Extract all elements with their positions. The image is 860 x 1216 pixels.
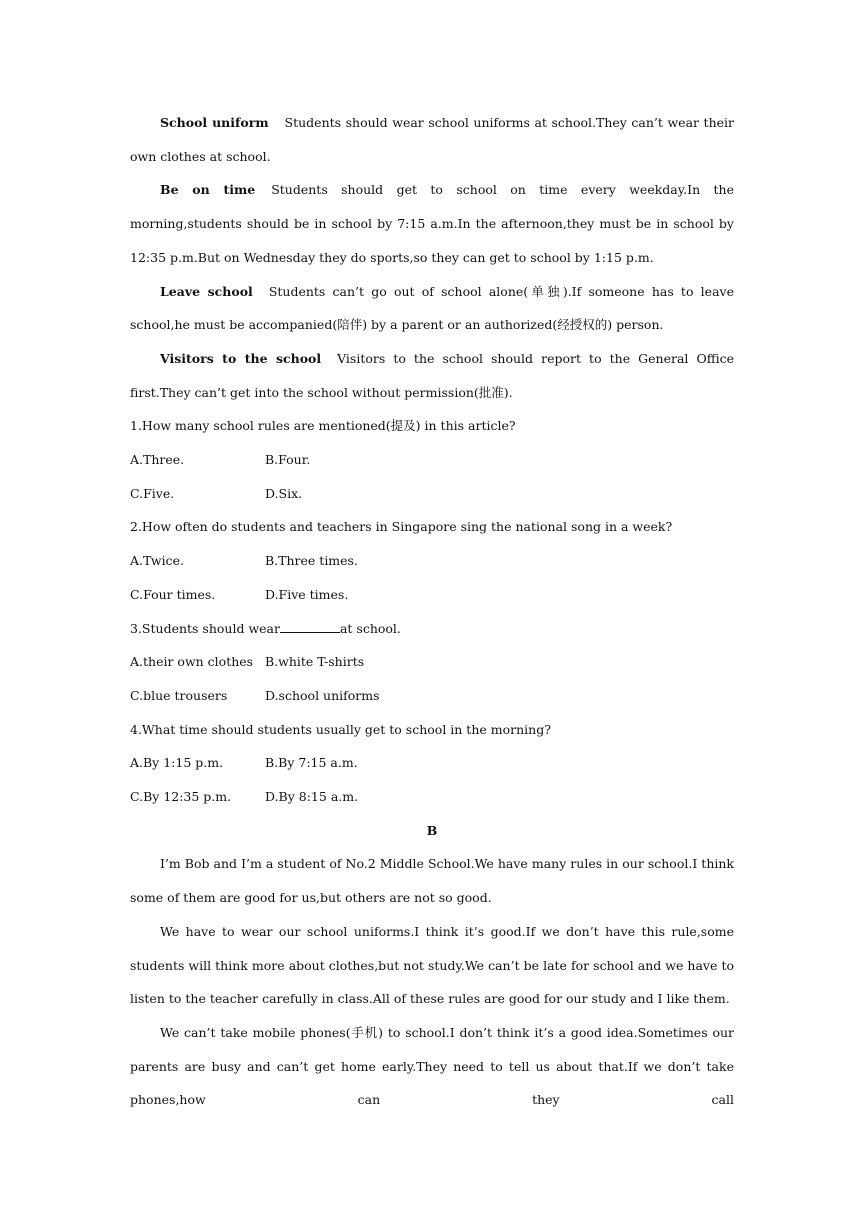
option-d: D.By 8:15 a.m.	[265, 789, 359, 805]
question-stem: 2.How often do students and teachers in Singapore sing the national song in a week?	[130, 519, 673, 535]
passage-paragraph: I’m Bob and I’m a student of No.2 Middle School.We have many rules in our school.I think some of them are good for us,but others are not so good.	[130, 856, 734, 906]
options-row	[130, 578, 734, 612]
option-c: C.blue trousers	[130, 687, 228, 703]
passage-paragraph: We can’t take mobile phones(手机) to school.I don’t think it’s a good idea.Sometimes our parents are busy and can’t get home early.They need to tell us about that.If we don’t take phones,how can they call	[130, 1024, 734, 1108]
options-row	[130, 746, 734, 780]
question-stem	[130, 612, 734, 646]
option-d: D.Six.	[265, 485, 303, 501]
options-row	[130, 544, 734, 578]
question-stem-start: 3.Students should wear	[130, 620, 280, 636]
options-row	[130, 477, 734, 511]
question-stem-end: at school.	[339, 620, 401, 636]
option-d: D.Five times.	[265, 586, 349, 602]
rule-paragraph	[130, 106, 734, 173]
rule-text: Students should get to school on time every weekday.In the morning,students should be in school by 7:15 a.m.In the afternoon,they must be in school by 12:35 p.m.But on Wednesday they do sports,so they can get to school by 1:15 p.m.	[130, 182, 734, 265]
rule-term: Leave school	[160, 283, 253, 299]
section-heading: B	[426, 822, 438, 838]
rule-text: Visitors to the school should report to the General Office first.They can’t get into the school without permission(批准).	[130, 350, 734, 400]
option-a: A.their own clothes	[130, 654, 254, 670]
options-row	[130, 679, 734, 713]
answer-blank	[280, 620, 340, 633]
option-b: B.Three times.	[265, 553, 358, 569]
options-row	[130, 645, 734, 679]
rule-paragraph	[130, 342, 734, 409]
rule-paragraph	[130, 173, 734, 274]
option-b: B.By 7:15 a.m.	[265, 755, 358, 771]
document-page	[130, 106, 734, 1117]
rule-paragraph	[130, 275, 734, 342]
rule-term: School uniform	[160, 115, 269, 130]
option-a: A.Three.	[130, 452, 185, 468]
option-c: C.Four times.	[130, 586, 216, 602]
option-a: A.Twice.	[130, 553, 184, 569]
rule-text: Students can’t go out of school alone(单独).If someone has to leave school,he must be accompanied(陪伴) by a parent or an authorized(经授权的) person.	[130, 283, 734, 333]
rule-term: Visitors to the school	[160, 350, 322, 366]
option-a: A.By 1:15 p.m.	[130, 755, 224, 771]
option-b: B.white T-shirts	[265, 654, 365, 670]
rule-text: Students should wear school uniforms at school.They can’t wear their own clothes at school.	[130, 115, 735, 164]
options-row	[130, 443, 734, 477]
passage-paragraph: We have to wear our school uniforms.I think it’s good.If we don’t have this rule,some students will think more about clothes,but not study.We can’t be late for school and we have to listen to the teacher carefully in class.All of these rules are good for our study and I like them.	[130, 923, 734, 1007]
question-stem: 4.What time should students usually get to school in the morning?	[130, 721, 551, 737]
option-d: D.school uniforms	[265, 687, 380, 703]
option-b: B.Four.	[265, 452, 311, 468]
rule-term: Be on time	[160, 182, 256, 198]
option-c: C.Five.	[130, 485, 175, 501]
option-c: C.By 12:35 p.m.	[130, 789, 232, 805]
options-row	[130, 780, 734, 814]
question-stem: 1.How many school rules are mentioned(提及) in this article?	[130, 418, 516, 434]
